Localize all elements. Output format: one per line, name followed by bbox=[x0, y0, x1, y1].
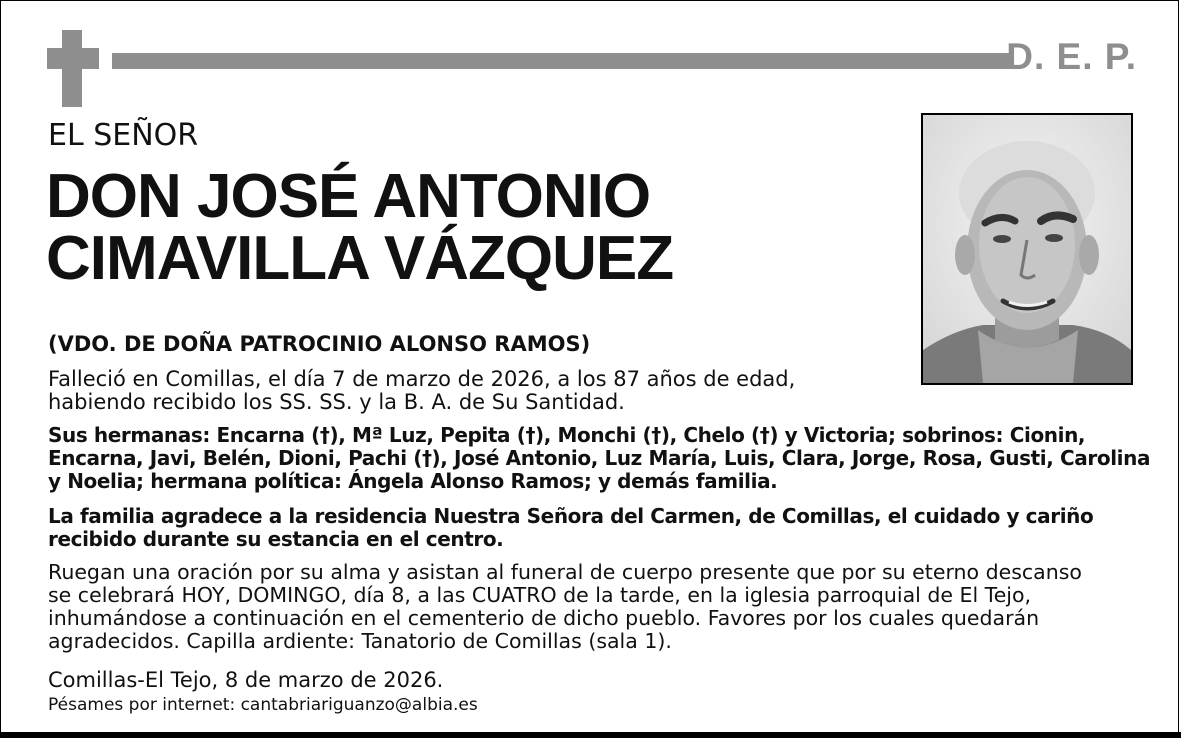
funeral-details bbox=[48, 561, 1148, 653]
dep-label: D. E. P. bbox=[1006, 36, 1137, 77]
intro-label: EL SEÑOR bbox=[48, 118, 199, 153]
funeral-line: se celebrará HOY, DOMINGO, día 8, a las CUATRO de la tarde, en la iglesia parroquial de El Tejo, bbox=[48, 583, 1032, 607]
thanks-note bbox=[48, 505, 1148, 551]
cross-icon-bar bbox=[47, 48, 99, 69]
header-rule bbox=[112, 53, 1012, 69]
name-line-1: DON JOSÉ ANTONIO bbox=[46, 162, 651, 231]
portrait-photo bbox=[921, 113, 1133, 385]
bottom-border bbox=[0, 732, 1181, 738]
family-list bbox=[48, 423, 1151, 493]
thanks-line: La familia agradece a la residencia Nuestra Señora del Carmen, de Comillas, el cuidado y cariño bbox=[48, 504, 1094, 528]
funeral-line: Ruegan una oración por su alma y asistan al funeral de cuerpo presente que por su eterno descanso bbox=[48, 560, 1082, 584]
thanks-line: recibido durante su estancia en el centro. bbox=[48, 527, 504, 551]
funeral-line: inhumándose a continuación en el cementerio de dicho pueblo. Favores por los cuales quedarán bbox=[48, 606, 1040, 630]
death-notice-line: habiendo recibido los SS. SS. y la B. A. de Su Santidad. bbox=[48, 390, 625, 414]
name-line-2: CIMAVILLA VÁZQUEZ bbox=[46, 224, 674, 293]
funeral-line: agradecidos. Capilla ardiente: Tanatorio de Comillas (sala 1). bbox=[48, 629, 672, 653]
condolences-link[interactable]: Pésames por internet: cantabriariguanzo@albia.es bbox=[48, 695, 478, 715]
place-date: Comillas-El Tejo, 8 de marzo de 2026. bbox=[48, 668, 444, 692]
deceased-name bbox=[46, 162, 674, 293]
widower-of: (VDO. DE DOÑA PATROCINIO ALONSO RAMOS) bbox=[48, 332, 591, 356]
death-notice-line: Falleció en Comillas, el día 7 de marzo de 2026, a los 87 años de edad, bbox=[48, 367, 796, 391]
family-line: Encarna, Javi, Belén, Dioni, Pachi (†), José Antonio, Luz María, Luis, Clara, Jorge, Rosa, Gusti, Carolina bbox=[48, 446, 1151, 470]
family-line: Sus hermanas: Encarna (†), Mª Luz, Pepita (†), Monchi (†), Chelo (†) y Victoria; sobrinos: Cionin, bbox=[48, 423, 1086, 447]
death-notice bbox=[48, 368, 908, 414]
family-line: y Noelia; hermana política: Ángela Alonso Ramos; y demás familia. bbox=[48, 469, 778, 493]
